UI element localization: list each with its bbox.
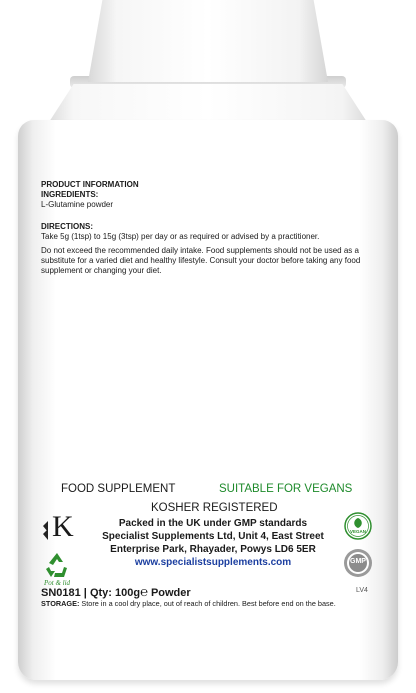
warning-line-3: supplement or changing your diet.: [41, 266, 162, 275]
directions-text: Take 5g (1tsp) to 15g (3tsp) per day or as required or advised by a practitioner.: [41, 232, 320, 241]
directions-heading: DIRECTIONS:: [41, 222, 93, 231]
product-label: [36, 175, 380, 665]
product-form: Powder: [147, 587, 191, 599]
vegan-badge-text: VEGAN: [349, 529, 366, 534]
packer-line-1: Packed in the UK under GMP standards: [118, 518, 308, 529]
gmp-badge: [343, 548, 373, 578]
product-information: [41, 180, 375, 210]
container-lid: [88, 0, 328, 82]
packer-address: [78, 505, 348, 569]
vegan-badge: [344, 512, 372, 540]
directions-section: [41, 222, 375, 276]
kosher-k-letter: K: [52, 510, 74, 543]
storage-line: [41, 599, 381, 609]
sku-line: [41, 584, 191, 599]
food-supplement-claim: FOOD SUPPLEMENT: [61, 483, 176, 495]
vegan-leaf-icon: [344, 512, 372, 540]
website-link[interactable]: www.specialistsupplements.com: [134, 557, 292, 568]
warning-line-1: Do not exceed the recommended daily intake. Food supplements should not be used as a: [41, 246, 359, 255]
ingredients-text: L-Glutamine powder: [41, 200, 114, 209]
label-version: LV4: [356, 587, 368, 594]
storage-label: STORAGE:: [41, 599, 80, 608]
kosher-logo: [40, 510, 74, 546]
product-info-title: PRODUCT INFORMATION: [41, 180, 139, 189]
kosher-claim: KOSHER REGISTERED: [151, 502, 278, 514]
packer-line-2: Specialist Supplements Ltd, Unit 4, East Street: [102, 531, 324, 542]
ingredients-heading: INGREDIENTS:: [41, 190, 99, 199]
warning-line-2: substitute for a varied diet and healthy lifestyle. Consult your doctor before taking any food: [41, 256, 361, 265]
estimated-sign: ℮: [140, 584, 148, 599]
recycle-caption: Pot & lid: [44, 579, 71, 587]
sku-qty: SN0181 | Qty: 100g: [41, 587, 141, 599]
vegan-claim: SUITABLE FOR VEGANS: [219, 483, 353, 495]
storage-text: Store in a cool dry place, out of reach of children. Best before end on the base.: [79, 599, 336, 608]
packer-line-3: Enterprise Park, Rhayader, Powys LD6 5ER: [110, 544, 316, 555]
gmp-badge-text: GMP: [350, 558, 366, 565]
recycle-icon: [42, 551, 72, 579]
